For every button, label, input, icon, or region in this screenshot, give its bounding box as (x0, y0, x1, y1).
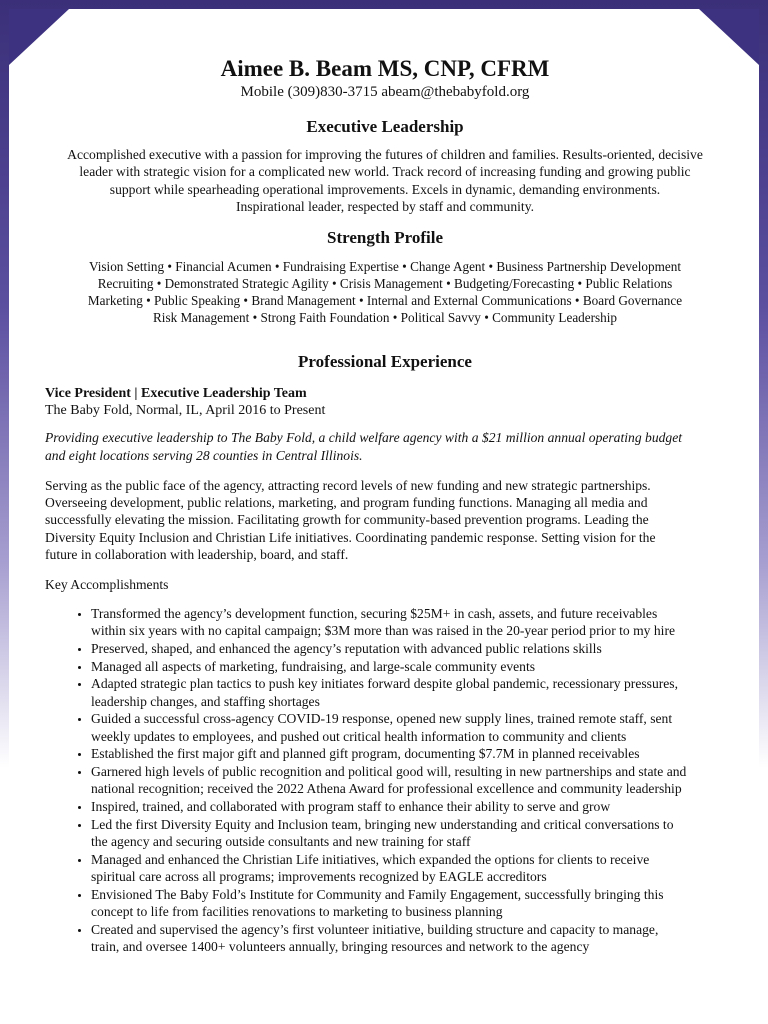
list-item-line: train, and oversee 1400+ volunteers annually, bringing resources and network to the agency (91, 939, 590, 954)
job-title: Vice President | Executive Leadership Team (45, 386, 307, 402)
strength-line: Vision Setting • Financial Acumen • Fundraising Expertise • Change Agent • Business Partnership Development (89, 258, 681, 274)
list-item-line: • Guided a successful cross-agency COVID-19 response, opened new supply lines, trained remote staff, sent (91, 711, 673, 727)
list-item (91, 851, 725, 886)
list-item-line: • Inspired, trained, and collaborated with program staff to enhance their ability to serve and grow (91, 799, 611, 815)
list-item-line: • Adapted strategic plan tactics to push key initiates forward despite global pandemic, recessionary pressures, (91, 676, 678, 692)
list-item-line: leadership changes, and staffing shortages (91, 693, 320, 709)
section-title-executive: Executive Leadership (306, 117, 464, 136)
list-item-line: weekly updates to employees, and pushed out critical health information to community and clients (91, 728, 627, 744)
job-description-line: future in collaboration with leadership, board, and staff. (45, 547, 349, 563)
job-description-line: Overseeing development, public relations, marketing, and program funding functions. Managing all media and (45, 495, 648, 511)
job-description-line: Serving as the public face of the agency, attracting record levels of new funding and new strategic partnerships. (45, 477, 651, 493)
strength-list (45, 258, 725, 327)
list-item-line: concept to life from facilities renovations to marketing to business planning (91, 904, 503, 920)
list-item (91, 710, 725, 745)
list-item-line: within six years with no capital campaign; $3M more than was raised in the 20-year period prior to my hire (91, 623, 676, 639)
accomplishments-label: Key Accomplishments (45, 576, 169, 592)
list-item-line: • Preserved, shaped, and enhanced the agency’s reputation with advanced public relations skills (91, 641, 602, 657)
list-item-line: the agency and securing outside consultants and new training for staff (91, 834, 471, 850)
job-summary (45, 429, 725, 464)
list-item-line: • Established the first major gift and planned gift program, documenting $7.7M in planned receivables (91, 746, 640, 762)
job-summary-line: and eight locations serving 28 counties in Central Illinois. (45, 448, 363, 464)
list-item (91, 763, 725, 798)
list-item (91, 640, 725, 657)
executive-line: support while spearheading operational improvements. Excels in dynamic, demanding environments. (109, 181, 661, 197)
candidate-name: Aimee B. Beam MS, CNP, CFRM (220, 56, 550, 81)
list-item (91, 886, 725, 921)
section-title-experience: Professional Experience (298, 352, 472, 372)
job-organization: The Baby Fold, Normal, IL, April 2016 to Present (45, 403, 326, 419)
executive-line: leader with strategic vision for a complicated new world. Track record of increasing funding and growing public (79, 164, 691, 180)
list-item-line: spiritual care across all programs; improvements recognized by EAGLE accreditors (91, 869, 547, 885)
list-item (91, 816, 725, 851)
contact-line: Mobile (309)830-3715 abeam@thebabyfold.org (240, 84, 530, 100)
list-item-line: • Envisioned The Baby Fold’s Institute for Community and Family Engagement, successfully bringing this (91, 886, 664, 902)
job-description-line: Diversity Equity Inclusion and Christian Life initiatives. Coordinating pandemic response. Setting vision for the (45, 529, 656, 545)
executive-line: Accomplished executive with a passion for improving the futures of children and families. Results-oriented, decisive (67, 147, 703, 162)
list-item (91, 921, 725, 956)
list-item-line: • Led the first Diversity Equity and Inclusion team, bringing new understanding and critical conversations to (91, 816, 674, 832)
strength-line: Marketing • Public Speaking • Brand Management • Internal and External Communications • Board Governance (87, 293, 683, 309)
list-item (91, 745, 725, 762)
job-description (45, 477, 725, 564)
list-item-line: • Managed and enhanced the Christian Life initiatives, which expanded the options for clients to receive (91, 851, 650, 867)
job-description-line: successfully elevating the mission. Facilitating growth for community-based prevention programs. Leading the (45, 512, 649, 528)
list-item-line: • Created and supervised the agency’s first volunteer initiative, building structure and capacity to manage, (91, 921, 659, 937)
accomplishments-list (45, 605, 725, 955)
resume-content (45, 55, 725, 956)
list-item (91, 605, 725, 640)
executive-summary (45, 146, 725, 216)
list-item (91, 798, 725, 815)
strength-line: Recruiting • Demonstrated Strategic Agility • Crisis Management • Budgeting/Forecasting • Public Relations (97, 275, 673, 291)
executive-line: Inspirational leader, respected by staff and community. (235, 199, 535, 215)
list-item-line: national recognition; received the 2022 Athena Award for professional excellence and community leadership (91, 781, 682, 797)
strength-line: Risk Management • Strong Faith Foundation • Political Savvy • Community Leadership (152, 310, 618, 326)
list-item-line: • Transformed the agency’s development function, securing $25M+ in cash, assets, and future receivables (91, 606, 658, 622)
list-item-line: • Managed all aspects of marketing, fundraising, and large-scale community events (91, 658, 536, 674)
list-item (91, 675, 725, 710)
list-item-line: • Garnered high levels of public recognition and political good will, resulting in new partnerships and state and (91, 764, 687, 780)
list-item (91, 658, 725, 675)
section-title-strength: Strength Profile (327, 227, 443, 247)
job-summary-line: Providing executive leadership to The Baby Fold, a child welfare agency with a $21 million annual operating budget (45, 430, 683, 446)
